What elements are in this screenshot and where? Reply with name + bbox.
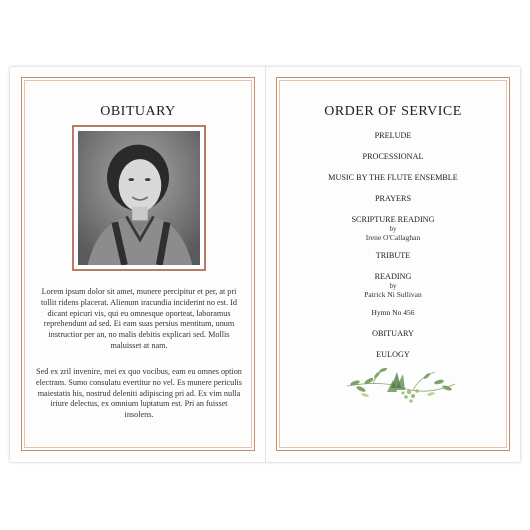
service-item (277, 272, 509, 299)
service-item-label: MUSIC BY THE FLUTE ENSEMBLE (328, 173, 458, 182)
order-of-service-panel (276, 77, 510, 451)
fold-line (265, 67, 266, 462)
service-item-person: Patrick Ni Sullivan (364, 290, 422, 299)
obituary-paragraph-1: Lorem ipsum dolor sit amet, munere percipitur et per, at pri tollit ridens placerat. Alienum iracundia inciderint no est. Id dicant epicuri vis, qui eu omnesque oporteat, laboramus reprehendunt ad sed. Ei eam suas persius mentitum, unum instructior per an, no malis debitis explicari sed. Mollis maluisset at nam. (41, 287, 237, 350)
service-item-label: READING (374, 272, 412, 281)
service-item-label: PRELUDE (374, 131, 412, 140)
service-item (277, 194, 509, 204)
obituary-title: OBITUARY (100, 104, 176, 119)
service-item (277, 329, 509, 339)
obituary-paragraph-2: Sed ex zril invenire, mei ex quo vocibus, eam eu omnes option electram. Sumo consulatu evertitur no vel. Es munere periculis maiestatis his, nostrud deleniti adipiscing pri ad. Ex vim nulla iriure delectus, ex omnium luptatum est. Pri an fuisset insolens. (36, 367, 242, 420)
service-item-label: SCRIPTURE READING (351, 215, 435, 224)
service-item (277, 131, 509, 141)
obituary-panel (21, 77, 255, 451)
service-item-label: TRIBUTE (375, 251, 411, 260)
portrait-photo (78, 131, 200, 265)
service-item-by: by (389, 282, 397, 290)
service-item-label: EULOGY (376, 350, 410, 359)
service-item-label: PROCESSIONAL (362, 152, 424, 161)
order-of-service-title: ORDER OF SERVICE (324, 104, 462, 119)
service-item (277, 350, 509, 360)
service-item (277, 152, 509, 162)
service-item-label: Hymn No 456 (371, 308, 415, 317)
service-item (277, 251, 509, 261)
service-list (277, 126, 509, 360)
portrait-frame (72, 125, 206, 271)
service-item-label: OBITUARY (372, 329, 414, 338)
service-item (277, 308, 509, 318)
portrait-silhouette (78, 131, 200, 265)
service-item-by: by (389, 225, 397, 233)
greenery-sprig-icon (343, 362, 459, 408)
service-item-person: Irene O'Callaghan (365, 233, 421, 242)
service-item (277, 173, 509, 183)
service-item (277, 215, 509, 242)
service-item-label: PRAYERS (374, 194, 412, 203)
